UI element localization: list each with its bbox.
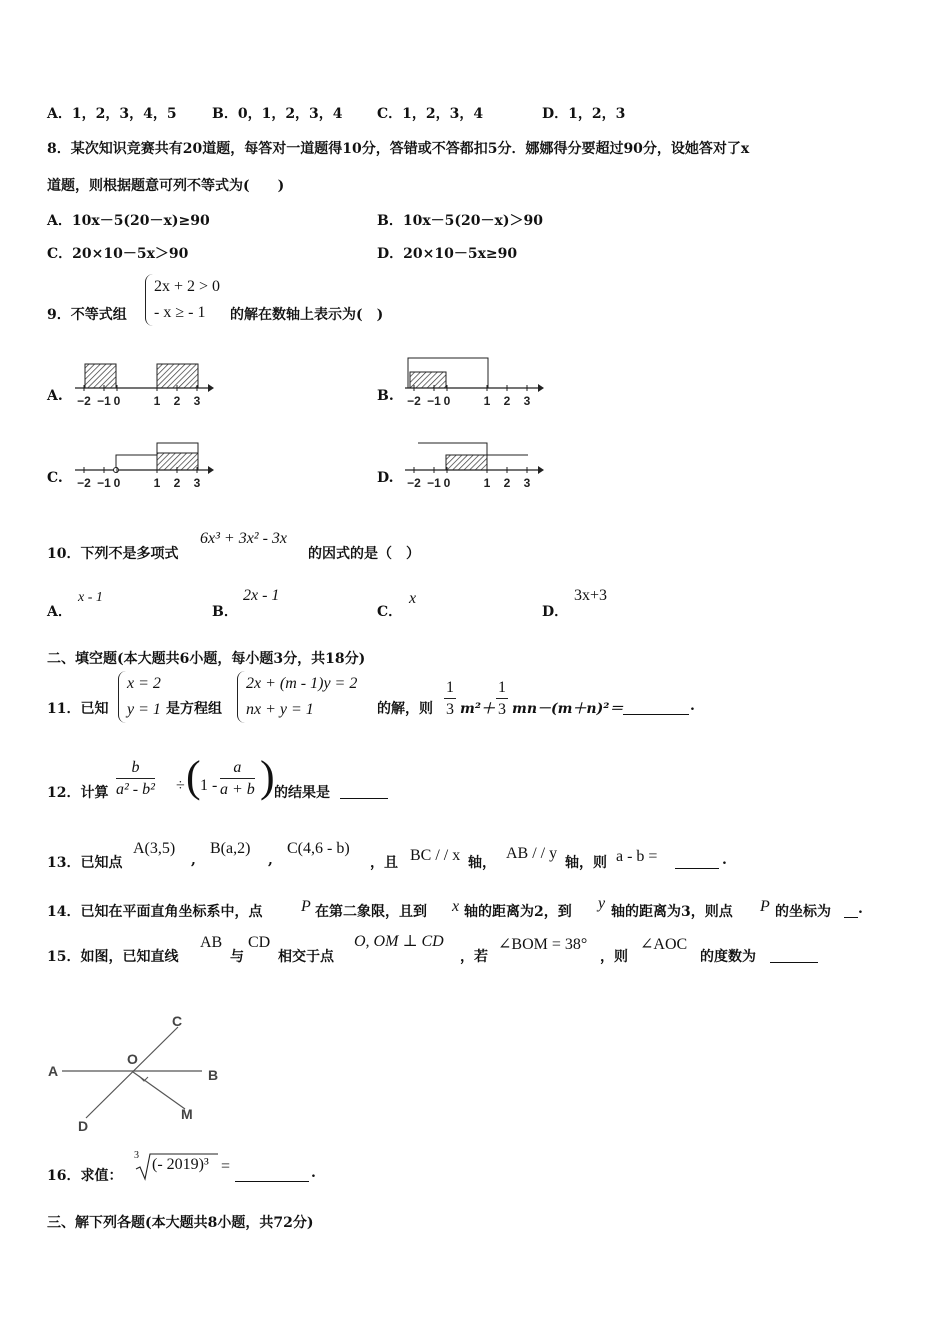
q9-prefix: 9．不等式组 <box>47 307 127 323</box>
q11-prefix: 11．已知 <box>47 701 109 717</box>
q10-option-c-label: C． <box>377 604 403 620</box>
q14-point-p: P <box>301 898 311 915</box>
q10-option-c-expr: x <box>409 590 417 607</box>
q15-angle-aoc: ∠AOC <box>640 936 688 953</box>
number-line-d <box>405 443 544 490</box>
q7-option-c: C．1，2，3，4 <box>377 106 484 122</box>
q13-ab-parallel: AB / / y <box>506 845 558 862</box>
q10-option-a-label: A． <box>47 604 72 620</box>
axis-tick-label: 3 <box>523 394 531 408</box>
q13-axis2: 轴，则 <box>565 855 607 871</box>
q13-point-a: A(3,5) <box>133 840 176 857</box>
q15-text-1: 15．如图，已知直线 <box>47 949 179 965</box>
q7-option-a: A．1，2，3，4，5 <box>47 106 177 122</box>
q8-option-a: A．10x－5(20－x)≥90 <box>47 213 210 229</box>
section-2-heading: 二、填空题(本大题共6小题，每小题3分，共18分) <box>47 651 366 667</box>
q11-frac1-num: 1 <box>444 678 456 699</box>
q16-eq: = <box>221 1158 231 1175</box>
q13-end: . <box>722 852 727 868</box>
q15-line-ab: AB <box>200 934 223 951</box>
q11-solution-system <box>118 671 161 723</box>
axis-tick-label: −1 <box>427 394 441 408</box>
q8-stem-line1: 8．某次知识竞赛共有20道题，每答对一道题得10分，答错或不答都扣5分．娜娜得分要超过90分，设她答对了x <box>47 141 750 157</box>
q7-option-d: D．1，2，3 <box>542 106 626 122</box>
axis-tick-label: 1 <box>153 394 161 408</box>
q11-frac-2 <box>496 678 508 721</box>
axis-tick-label: 1 <box>483 394 491 408</box>
axis-tick-label: 2 <box>173 394 181 408</box>
axis-tick-label: −1 <box>97 476 111 490</box>
axis-tick-label: −2 <box>407 394 421 408</box>
axis-tick-label: −2 <box>77 476 91 490</box>
q7-option-b: B．0，1，2，3，4 <box>212 106 343 122</box>
q14-text-5: 的坐标为 <box>775 904 831 920</box>
q13-bc-parallel: BC / / x <box>410 847 461 864</box>
q10-option-d-label: D． <box>542 604 569 620</box>
q12-inner-fraction <box>220 758 255 801</box>
axis-tick-label: 3 <box>193 476 201 490</box>
q11-equation-system <box>237 671 357 723</box>
q9-ineq-1: 2x + 2 > 0 <box>154 278 221 295</box>
q13-expr: a - b = <box>616 848 658 865</box>
axis-tick-label: 0 <box>113 476 121 490</box>
axis-tick-label: 3 <box>523 476 531 490</box>
q10-suffix: 的因式的是（ ） <box>308 546 420 562</box>
q12-prefix: 12．计算 <box>47 785 109 801</box>
q11-frac-1 <box>444 678 456 721</box>
q10-option-a-expr: x - 1 <box>78 590 103 605</box>
q16-end: . <box>311 1165 316 1181</box>
fig-label-a: A <box>48 1063 59 1079</box>
q9-ineq-2: - x ≥ - 1 <box>154 304 206 321</box>
q14-text-3: 轴的距离为2，到 <box>464 904 572 920</box>
q8-option-d: D．20×10－5x≥90 <box>377 246 518 262</box>
q16-root-index: 3 <box>134 1150 139 1161</box>
q9-label-c: C. <box>47 470 63 486</box>
q13-blank <box>675 852 719 869</box>
q12-paren-right: ) <box>260 752 275 801</box>
q10-option-b-expr: 2x - 1 <box>243 587 280 604</box>
q16-blank <box>235 1165 309 1182</box>
axis-tick-label: 2 <box>173 476 181 490</box>
q13-prefix: 13．已知点 <box>47 855 123 871</box>
q11-term2: mn－(m＋n)²＝ <box>512 701 624 717</box>
q11-term1: m²＋ <box>460 701 495 717</box>
q15-blank <box>770 946 818 963</box>
q12-fraction <box>116 758 155 801</box>
axis-tick-label: −1 <box>427 476 441 490</box>
q15-point-o: O, OM ⊥ CD <box>354 933 444 950</box>
q9-label-a: A. <box>47 388 63 404</box>
q11-text2: 的解，则 <box>377 701 433 717</box>
fig-label-d: D <box>78 1118 89 1134</box>
q15-text-2: 与 <box>230 949 244 965</box>
q11-eq-2: nx + y = 1 <box>246 701 314 718</box>
fig-label-b: B <box>208 1067 219 1083</box>
axis-tick-label: 2 <box>503 476 511 490</box>
q8-stem-line2: 道题，则根据题意可列不等式为( ) <box>47 178 285 194</box>
q11-eq-1: 2x + (m - 1)y = 2 <box>246 675 358 692</box>
q15-figure <box>40 1005 240 1145</box>
axis-tick-label: 2 <box>503 394 511 408</box>
q15-text-4: ，若 <box>460 949 488 965</box>
q14-end: . <box>858 901 863 917</box>
q15-angle-bom: ∠BOM = 38° <box>498 936 588 953</box>
q14-x: x <box>452 898 460 915</box>
q11-frac2-den: 3 <box>498 701 506 718</box>
q13-point-c: C(4,6 - b) <box>287 840 350 857</box>
q15-line-cd: CD <box>248 934 271 951</box>
axis-tick-label: 1 <box>483 476 491 490</box>
q15-text-3: 相交于点 <box>278 949 334 965</box>
q13-comma-1: , <box>191 852 196 868</box>
number-line-c <box>75 443 214 490</box>
axis-tick-label: 0 <box>443 476 451 490</box>
q16-prefix: 16．求值： <box>47 1168 123 1184</box>
q12-suffix: 的结果是 <box>274 785 330 801</box>
q11-frac1-den: 3 <box>446 701 454 718</box>
fig-label-c: C <box>172 1013 183 1029</box>
q14-point-p2: P <box>760 898 770 915</box>
number-line-a <box>75 364 214 408</box>
q13-comma-2: , <box>268 852 273 868</box>
q12-inner-den: a + b <box>220 781 255 798</box>
axis-tick-label: 0 <box>113 394 121 408</box>
q12-divide: ÷ <box>176 777 185 794</box>
axis-tick-label: 3 <box>193 394 201 408</box>
q13-text1: ，且 <box>370 855 398 871</box>
q12-inner-num: a <box>220 758 255 779</box>
q15-text-6: 的度数为 <box>700 949 756 965</box>
q12-inner-left: 1 - <box>200 777 218 794</box>
q11-sol-y: y = 1 <box>127 701 161 718</box>
q12-num: b <box>116 758 155 779</box>
q11-blank <box>623 698 689 715</box>
q9-number-lines <box>0 0 950 520</box>
q10-option-d-expr: 3x+3 <box>574 587 608 604</box>
number-line-b <box>405 358 544 408</box>
q14-y: y <box>598 895 606 912</box>
q14-text-1: 14．已知在平面直角坐标系中，点 <box>47 904 263 920</box>
q10-prefix: 10．下列不是多项式 <box>47 546 179 562</box>
axis-tick-label: −2 <box>77 394 91 408</box>
q12-den: a² - b² <box>116 781 155 798</box>
axis-tick-label: −2 <box>407 476 421 490</box>
q9-suffix: 的解在数轴上表示为( ) <box>230 307 384 323</box>
section-3-heading: 三、解下列各题(本大题共8小题，共72分) <box>47 1215 314 1231</box>
q15-text-5: ，则 <box>600 949 628 965</box>
q9-label-d: D. <box>377 470 394 486</box>
q12-blank <box>340 782 388 799</box>
q10-polynomial: 6x³ + 3x² - 3x <box>200 530 288 547</box>
q8-option-c: C．20×10－5x＞90 <box>47 246 189 262</box>
q9-label-b: B. <box>377 388 394 404</box>
q11-frac2-num: 1 <box>496 678 508 699</box>
q10-option-b-label: B． <box>212 604 238 620</box>
q14-text-4: 轴的距离为3，则点 <box>611 904 733 920</box>
q11-end: . <box>690 698 695 714</box>
q16-radicand: (- 2019)³ <box>152 1156 209 1173</box>
axis-tick-label: 0 <box>443 394 451 408</box>
q13-point-b: B(a,2) <box>210 840 251 857</box>
q11-mid: 是方程组 <box>166 701 222 717</box>
axis-tick-label: 1 <box>153 476 161 490</box>
q14-text-2: 在第二象限，且到 <box>315 904 427 920</box>
q8-option-b: B．10x－5(20－x)＞90 <box>377 213 543 229</box>
q11-sol-x: x = 2 <box>127 675 161 692</box>
q13-axis1: 轴， <box>468 855 496 871</box>
q14-blank <box>844 901 858 918</box>
fig-label-m: M <box>181 1106 193 1122</box>
fig-label-o: O <box>127 1051 138 1067</box>
axis-tick-label: −1 <box>97 394 111 408</box>
q12-paren-left: ( <box>186 752 201 801</box>
